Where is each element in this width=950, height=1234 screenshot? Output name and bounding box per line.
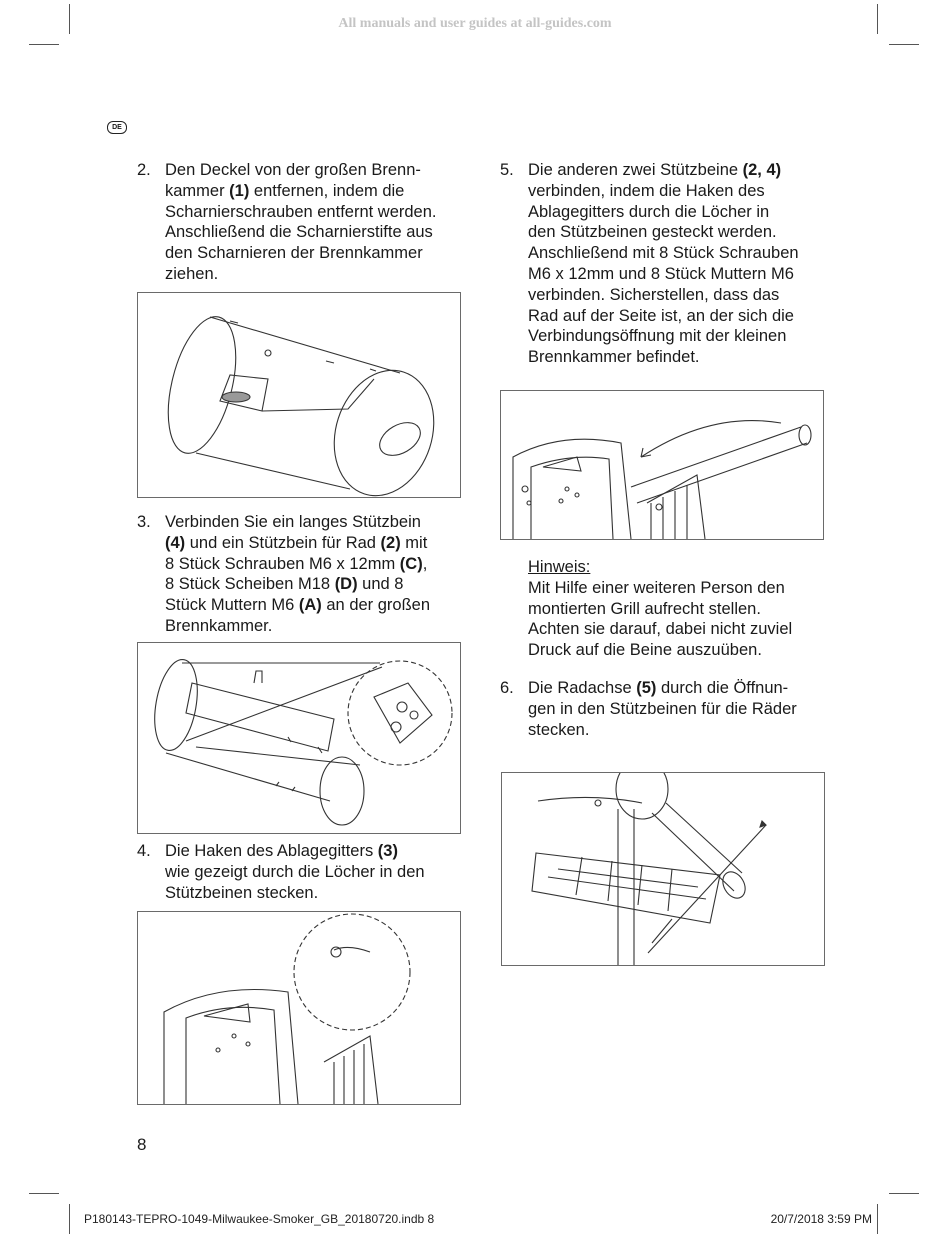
footer-file-info: P180143-TEPRO-1049-Milwaukee-Smoker_GB_20180720.indb 8 bbox=[84, 1212, 435, 1226]
note-heading: Hinweis: bbox=[528, 558, 591, 576]
figure-remove-lid bbox=[137, 292, 461, 498]
figure-attach-legs bbox=[137, 642, 461, 834]
text-line: Die anderen zwei Stützbeine (2, 4) bbox=[528, 161, 782, 179]
note-line: Achten sie darauf, dabei nicht zuviel bbox=[528, 620, 793, 639]
crop-mark bbox=[877, 1204, 878, 1234]
crop-mark bbox=[29, 1193, 59, 1194]
step-2 bbox=[137, 160, 467, 286]
text-line: Den Deckel von der großen Brenn- bbox=[165, 161, 421, 179]
text-line: Scharnierschrauben entfernt werden. bbox=[165, 202, 437, 221]
text-line: den Stützbeinen gesteckt werden. bbox=[528, 223, 777, 242]
text-line: M6 x 12mm und 8 Stück Muttern M6 bbox=[528, 264, 794, 283]
crop-mark bbox=[889, 1193, 919, 1194]
text-line: Brennkammer. bbox=[165, 616, 273, 635]
watermark: All manuals and user guides at all-guides.com bbox=[338, 16, 612, 31]
text-line: stecken. bbox=[528, 720, 590, 739]
crop-mark bbox=[29, 44, 59, 45]
text-line: Stück Muttern M6 (A) an der großen bbox=[165, 596, 431, 615]
text-line: kammer (1) entfernen, indem die bbox=[165, 181, 405, 200]
crop-mark bbox=[889, 44, 919, 45]
text-line: den Scharnieren der Brennkammer bbox=[165, 244, 423, 263]
step-number: 3. bbox=[137, 513, 151, 531]
text-line: Brennkammer befindet. bbox=[528, 348, 700, 367]
step-3 bbox=[137, 512, 467, 638]
text-line: verbinden, indem die Haken des bbox=[528, 181, 765, 200]
note-line: Druck auf die Beine auszuüben. bbox=[528, 641, 762, 660]
step-5 bbox=[500, 160, 830, 370]
crop-mark bbox=[69, 1204, 70, 1234]
text-line: Stützbeinen stecken. bbox=[165, 883, 319, 902]
text-line: 8 Stück Schrauben M6 x 12mm (C), bbox=[165, 554, 428, 573]
text-line: Verbinden Sie ein langes Stützbein bbox=[165, 513, 421, 531]
step-number: 4. bbox=[137, 842, 151, 860]
note-line: montierten Grill aufrecht stellen. bbox=[528, 599, 761, 618]
step-number: 6. bbox=[500, 679, 514, 697]
text-line: Rad auf der Seite ist, an der sich die bbox=[528, 306, 794, 325]
text-line: Die Radachse (5) durch die Öffnun- bbox=[528, 679, 789, 697]
step-4 bbox=[137, 841, 467, 905]
language-badge: DE bbox=[107, 121, 127, 134]
footer-date: 20/7/2018 3:59 PM bbox=[770, 1212, 872, 1226]
step-number: 2. bbox=[137, 161, 151, 179]
figure-attach-other-legs bbox=[500, 390, 824, 540]
figure-wheel-axle bbox=[501, 772, 825, 966]
step-6 bbox=[500, 678, 830, 742]
step-text bbox=[528, 678, 797, 740]
figure-grate-hooks bbox=[137, 911, 461, 1105]
text-line: verbinden. Sicherstellen, dass das bbox=[528, 285, 780, 304]
step-number: 5. bbox=[500, 161, 514, 179]
text-line: wie gezeigt durch die Löcher in den bbox=[165, 862, 425, 881]
text-line: Anschließend die Scharnierstifte aus bbox=[165, 223, 433, 242]
text-line: gen in den Stützbeinen für die Räder bbox=[528, 699, 797, 718]
note-line: Mit Hilfe einer weiteren Person den bbox=[528, 578, 785, 597]
step-text bbox=[165, 841, 425, 903]
step-text bbox=[165, 160, 437, 285]
note bbox=[528, 557, 828, 661]
text-line: Anschließend mit 8 Stück Schrauben bbox=[528, 244, 799, 263]
text-line: 8 Stück Scheiben M18 (D) und 8 bbox=[165, 575, 404, 594]
text-line: Die Haken des Ablagegitters (3) bbox=[165, 842, 398, 860]
step-text bbox=[528, 160, 799, 368]
step-text bbox=[165, 512, 430, 637]
text-line: ziehen. bbox=[165, 264, 219, 283]
text-line: Verbindungsöffnung mit der kleinen bbox=[528, 327, 787, 346]
text-line: (4) und ein Stützbein für Rad (2) mit bbox=[165, 533, 428, 552]
page-number: 8 bbox=[137, 1135, 147, 1154]
text-line: Ablagegitters durch die Löcher in bbox=[528, 202, 770, 221]
